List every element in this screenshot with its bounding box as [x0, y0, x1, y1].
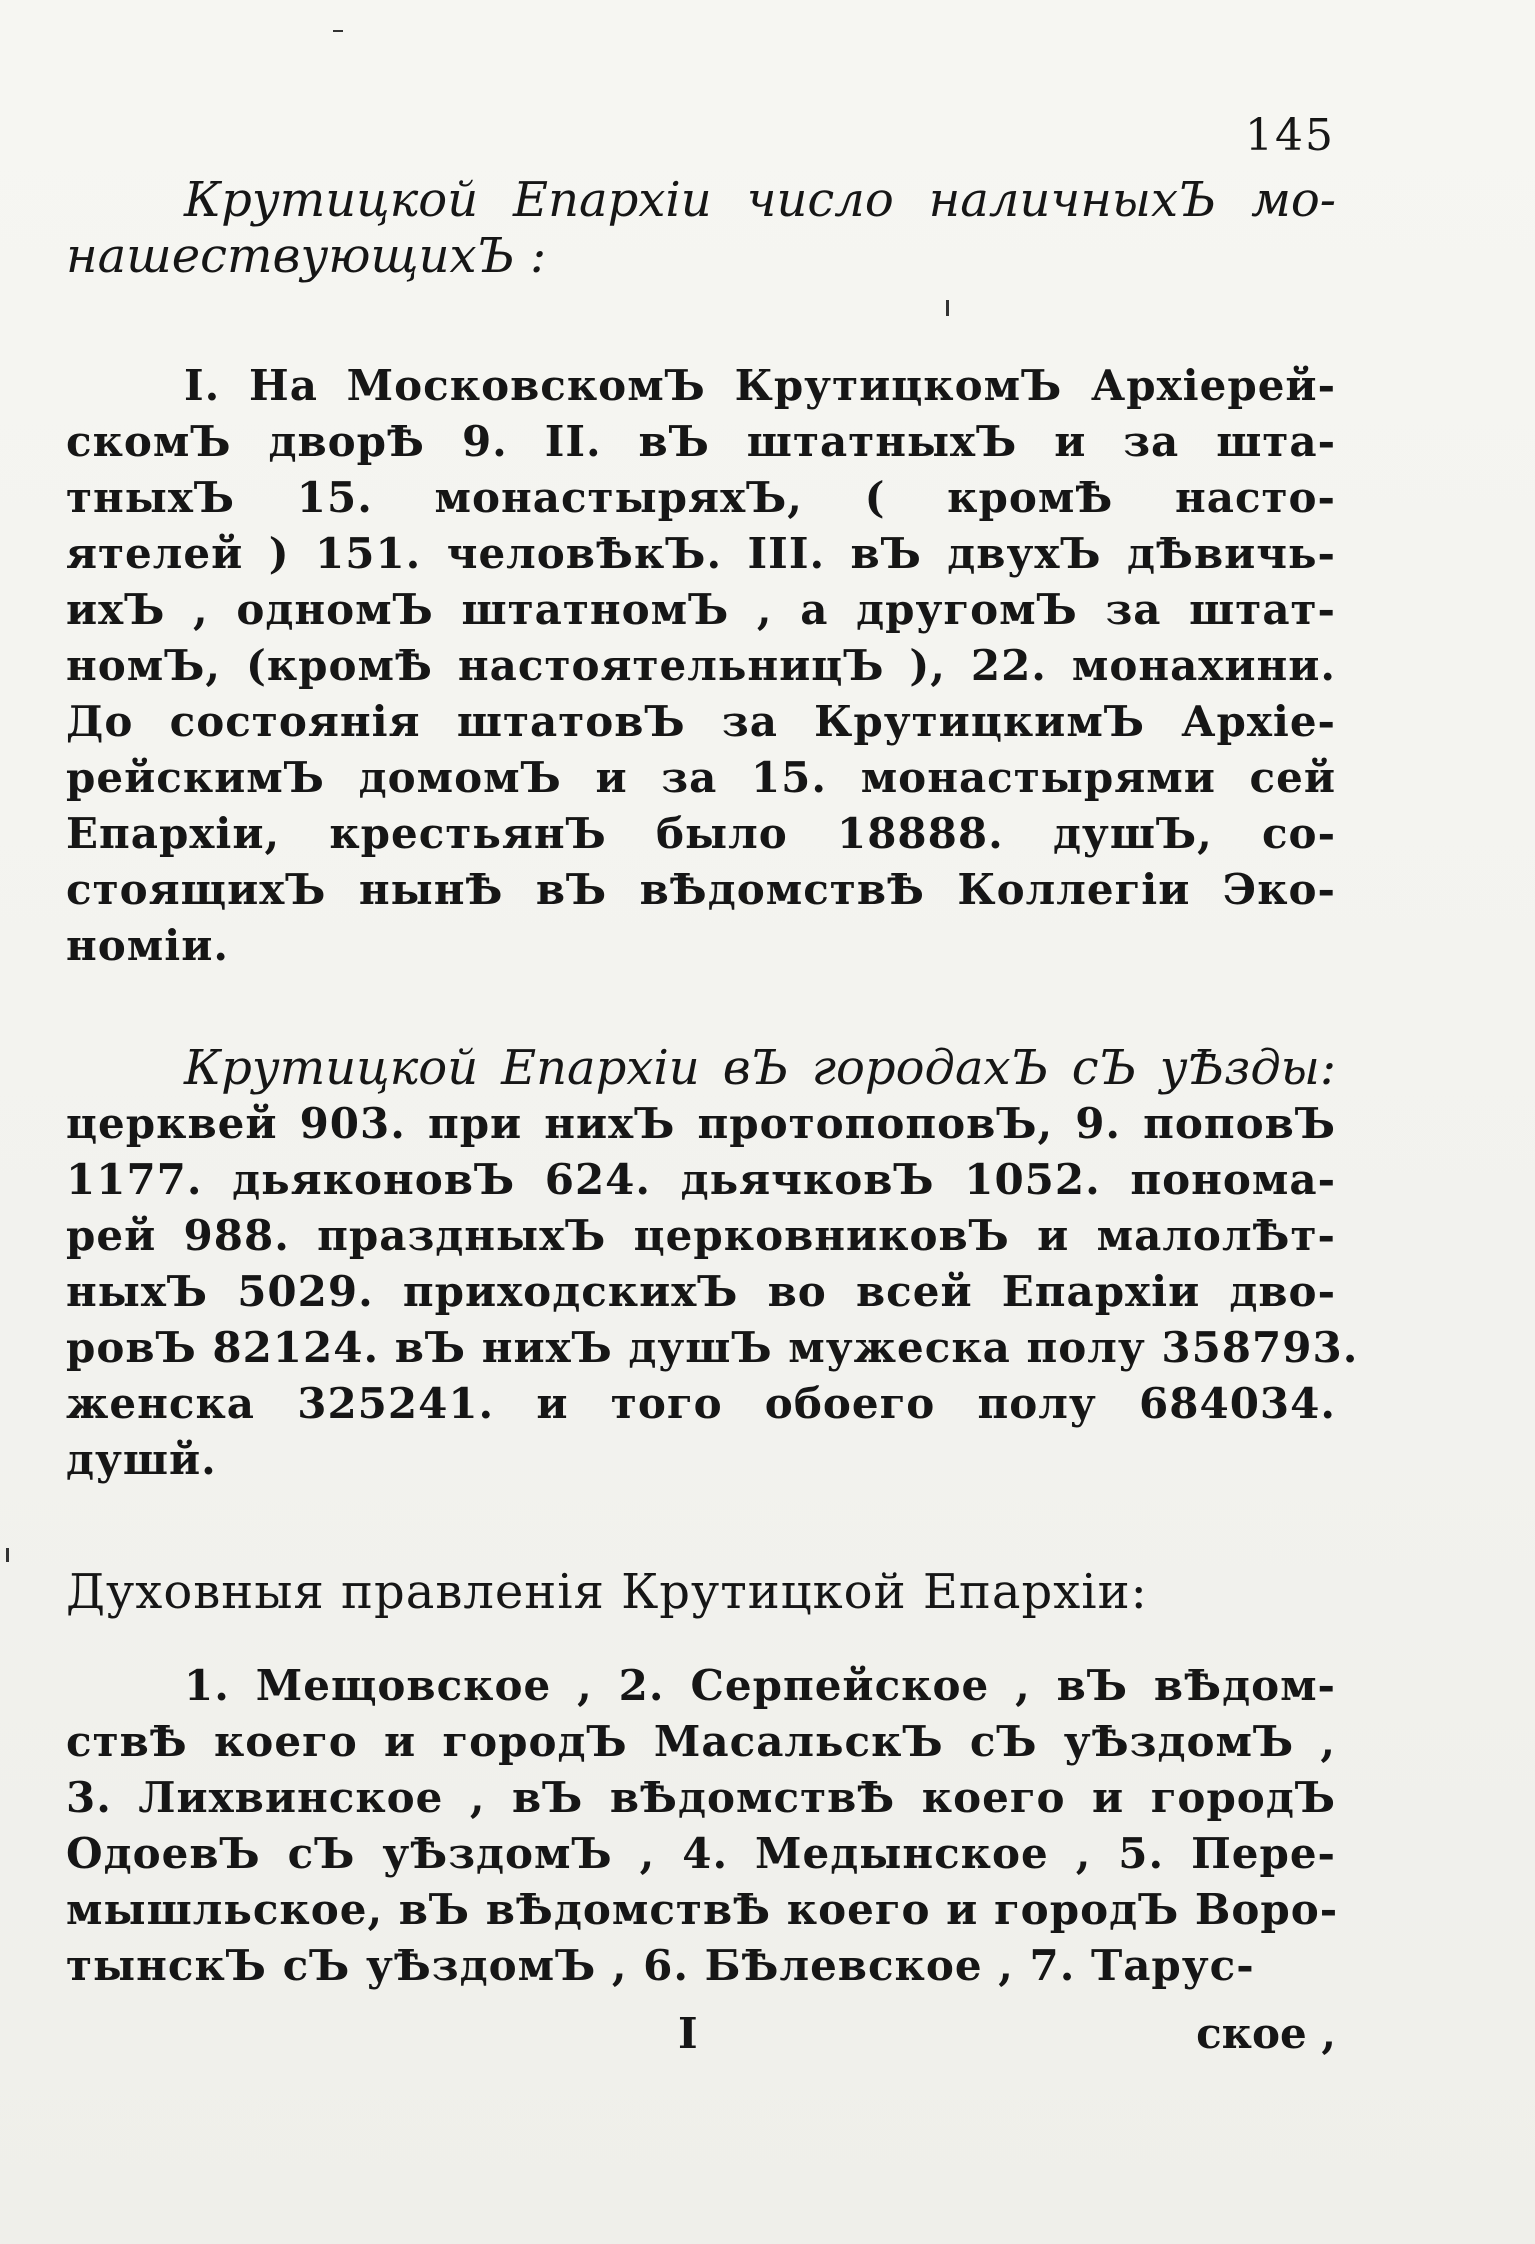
- text-line: [66, 414, 1336, 470]
- boards-heading-text: Духовныя правленія Крутицкой Епархіи:: [66, 1564, 1148, 1620]
- text-line: [66, 918, 1336, 974]
- line-text: стоящихЪ нынѢ вЪ вѢдомствѢ Коллегіи Эко-: [66, 865, 1336, 914]
- line-text: номіи.: [66, 921, 229, 970]
- text-line: [66, 1938, 1336, 1994]
- text-line: [66, 1770, 1336, 1826]
- cities-paragraph: [66, 1040, 1359, 1488]
- line-text: скомЪ дворѢ 9. II. вЪ штатныхЪ и за шта-: [66, 417, 1336, 466]
- text-line: [66, 1096, 1336, 1152]
- text-line: [66, 694, 1336, 750]
- page-number: 145: [1245, 110, 1335, 161]
- text-line: [66, 1826, 1336, 1882]
- monastic-paragraph: [66, 358, 1336, 974]
- boards-heading-line: [66, 1560, 1336, 1624]
- line-text: церквей 903. при нихЪ протопоповЪ, 9. поповЪ: [66, 1099, 1336, 1148]
- line-text: 3. Лихвинское , вЪ вѢдомствѢ коего и городЪ: [66, 1773, 1336, 1822]
- signature-mark: I: [678, 2009, 698, 2058]
- footer-catchwords: [66, 2006, 1336, 2062]
- text-line: [66, 1714, 1336, 1770]
- line-text: женска 325241. и того обоего полу 684034.: [66, 1379, 1336, 1428]
- text-line: [66, 1432, 1336, 1488]
- line-text: номЪ, (кромѢ настоятельницЪ ), 22. монахини.: [66, 641, 1336, 690]
- text-line: [66, 358, 1336, 414]
- text-line: [66, 862, 1336, 918]
- text-line: [66, 1152, 1336, 1208]
- ink-speck: [333, 30, 343, 32]
- line-text: мышльское, вЪ вѢдомствѢ коего и городЪ Воро-: [66, 1885, 1339, 1934]
- cities-italic-lead: [66, 1040, 1336, 1096]
- line-text: 1177. дьяконовЪ 624. дьячковЪ 1052. понома-: [66, 1155, 1336, 1204]
- monastic-title: [66, 172, 1336, 284]
- line-text: ровЪ 82124. вЪ нихЪ душЪ мужеска полу 358793.: [66, 1323, 1359, 1372]
- text-line: [66, 228, 1336, 284]
- line-text: ятелей ) 151. человѢкЪ. III. вЪ двухЪ дѢвичь-: [66, 529, 1336, 578]
- text-line: [66, 1320, 1359, 1376]
- text-line: [66, 172, 1336, 228]
- text-line: [66, 470, 1336, 526]
- text-line: [66, 638, 1336, 694]
- line-text: ОдоевЪ сЪ уѢздомЪ , 4. Медынское , 5. Пере-: [66, 1829, 1336, 1878]
- boards-heading: [66, 1560, 1336, 1624]
- line-text: душй.: [66, 1435, 217, 1484]
- ink-speck: [6, 1548, 9, 1562]
- text-line: [66, 1264, 1336, 1320]
- ink-speck: [946, 300, 949, 316]
- line-text: Епархіи, крестьянЪ было 18888. душЪ, со-: [66, 809, 1336, 858]
- text-line: [66, 806, 1336, 862]
- line-text: рейскимЪ домомЪ и за 15. монастырями сей: [66, 753, 1336, 802]
- text-line: [66, 1376, 1336, 1432]
- boards-paragraph: [66, 1658, 1339, 1994]
- catchword: ское ,: [1196, 2009, 1336, 2058]
- text-line: [66, 1658, 1336, 1714]
- cities-lead-text: Крутицкой Епархіи вЪ городахЪ сЪ уѢзды:: [184, 1040, 1336, 1096]
- line-text: тынскЪ сЪ уѢздомЪ , 6. БѢлевское , 7. Тарус-: [66, 1941, 1255, 1990]
- line-text: ихЪ , одномЪ штатномЪ , а другомЪ за штат-: [66, 585, 1336, 634]
- line-text: I. На МосковскомЪ КрутицкомЪ Архіерей-: [184, 361, 1336, 410]
- line-text: До состоянія штатовЪ за КрутицкимЪ Архіе-: [66, 697, 1336, 746]
- line-text: нашествующихЪ :: [66, 228, 547, 284]
- line-text: тныхЪ 15. монастыряхЪ, ( кромѢ насто-: [66, 473, 1336, 522]
- text-line: [66, 582, 1336, 638]
- line-text: ствѢ коего и городЪ МасальскЪ сЪ уѢздомЪ ,: [66, 1717, 1336, 1766]
- text-line: [66, 1208, 1336, 1264]
- line-text: Крутицкой Епархіи число наличныхЪ мо-: [184, 172, 1336, 228]
- line-text: рей 988. праздныхЪ церковниковЪ и малолѢт-: [66, 1211, 1336, 1260]
- text-line: [66, 1882, 1339, 1938]
- line-text: ныхЪ 5029. приходскихЪ во всей Епархіи дво-: [66, 1267, 1336, 1316]
- text-line: [66, 750, 1336, 806]
- line-text: 1. Мещовское , 2. Серпейское , вЪ вѢдом-: [184, 1661, 1336, 1710]
- text-line: [66, 526, 1336, 582]
